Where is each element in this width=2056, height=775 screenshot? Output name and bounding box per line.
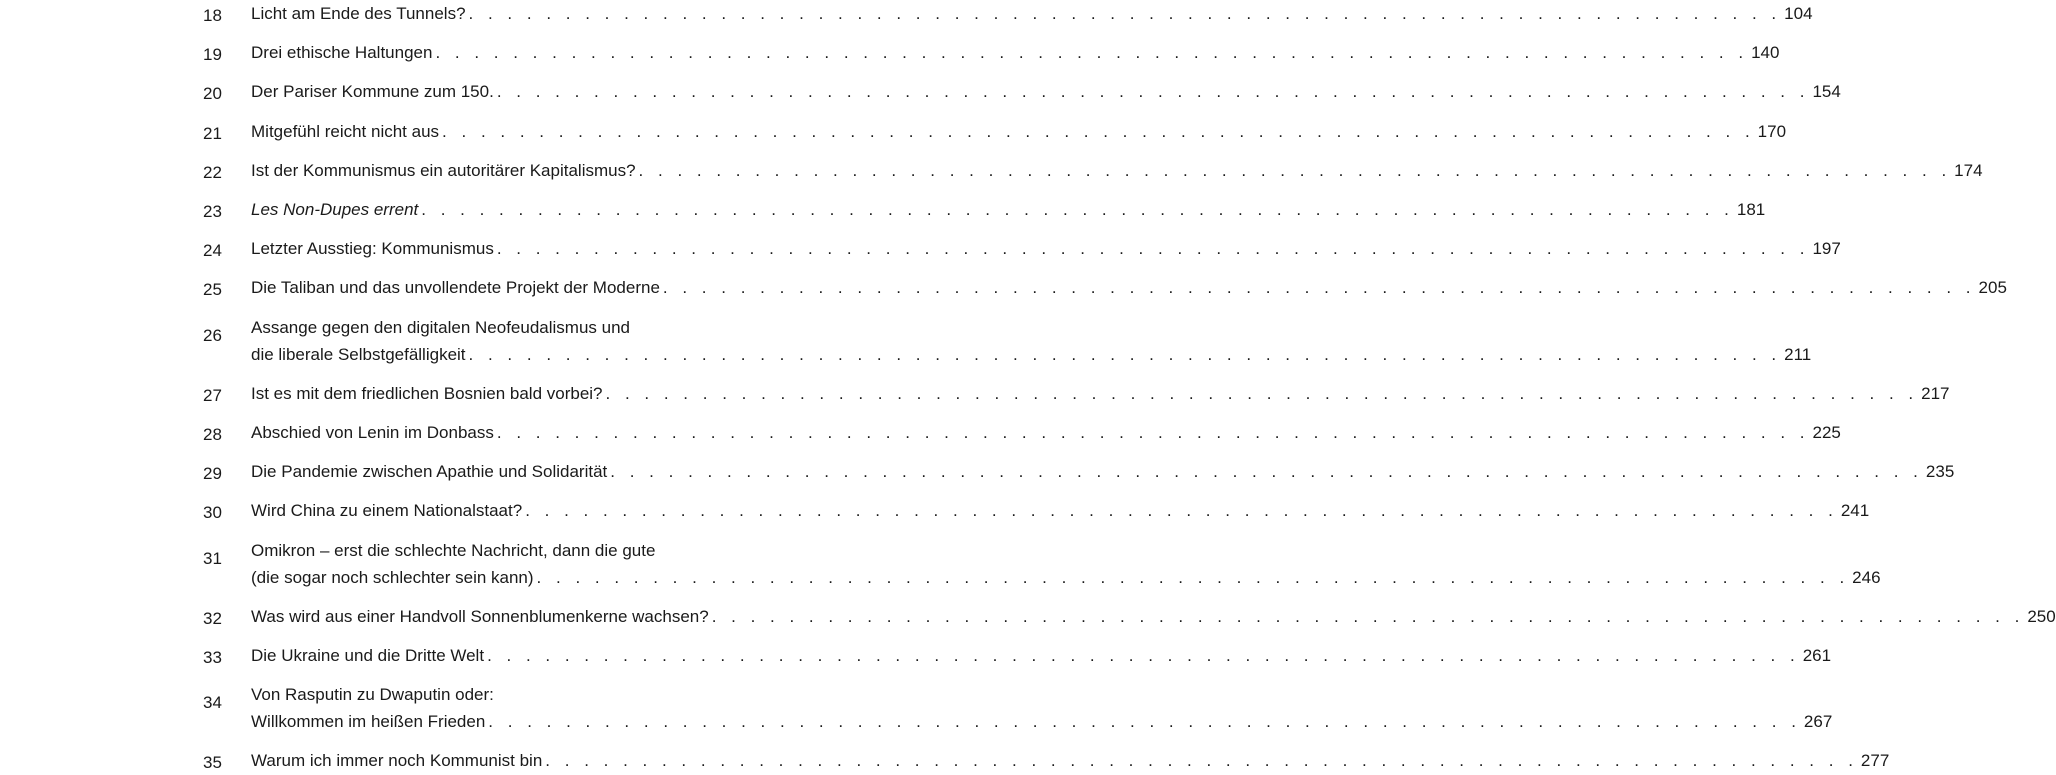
toc-entry-page: 205: [1978, 278, 2007, 298]
dot-leader: . . . . . . . . . . . . . . . . . . . . . . . . . . . . . . . . . . . . . . . . . . . . . . . . . . . . . . . . . . . . . . . . . . . .: [711, 606, 2025, 626]
toc-entry-line: [251, 383, 1950, 404]
toc-entry-page: 246: [1852, 567, 1881, 587]
toc-entry-line: [251, 423, 1841, 443]
toc-entry-line: [251, 501, 1870, 521]
toc-entry-title: Die Pandemie zwischen Apathie und Solidarität: [251, 462, 608, 482]
toc-entry-line: [251, 200, 1766, 220]
toc-entry-number: 32: [203, 608, 222, 628]
toc-entry-title: Abschied von Lenin im Donbass: [251, 423, 494, 442]
dot-leader: . . . . . . . . . . . . . . . . . . . . . . . . . . . . . . . . . . . . . . . . . . . . . . . . . . . . . . . . . . . . . . . . . . . .: [496, 239, 1810, 259]
toc-entry-page: 235: [1925, 462, 1955, 482]
toc-entry-title: Drei ethische Haltungen: [251, 43, 433, 63]
toc-entry-number: 18: [203, 6, 222, 25]
toc-entry-page: 241: [1840, 501, 1870, 521]
toc-entry-number: 25: [203, 280, 222, 300]
toc-entry-title: Omikron – erst die schlechte Nachricht, dann die gute: [251, 540, 656, 560]
toc-entry-line: [251, 344, 1812, 365]
toc-entry-page: 170: [1757, 121, 1787, 141]
toc-entry-title: Der Pariser Kommune zum 150.: [251, 82, 494, 102]
toc-entry-number: 35: [203, 753, 222, 773]
toc-entry-line: [251, 239, 1841, 259]
toc-entry-page: 154: [1812, 82, 1841, 102]
dot-leader: . . . . . . . . . . . . . . . . . . . . . . . . . . . . . . . . . . . . . . . . . . . . . . . . . . . . . . . . . . . . . . . . . . . .: [435, 43, 1749, 63]
toc-entry-title: (die sogar noch schlechter sein kann): [251, 567, 534, 587]
dot-leader: . . . . . . . . . . . . . . . . . . . . . . . . . . . . . . . . . . . . . . . . . . . . . . . . . . . . . . . . . . . . . . . . . . . .: [610, 462, 1923, 482]
toc-entry-title: Willkommen im heißen Frieden: [251, 712, 486, 732]
toc-entry-line: [251, 82, 1841, 102]
toc-entry-title: Die Taliban und das unvollendete Projekt der Moderne: [251, 278, 660, 298]
dot-leader: . . . . . . . . . . . . . . . . . . . . . . . . . . . . . . . . . . . . . . . . . . . . . . . . . . . . . . . . . . . . . . . . . . . .: [442, 121, 1755, 141]
dot-leader: . . . . . . . . . . . . . . . . . . . . . . . . . . . . . . . . . . . . . . . . . . . . . . . . . . . . . . . . . . . . . . . . . . . .: [496, 82, 1810, 102]
toc-entry-number: 24: [203, 241, 222, 261]
dot-leader: . . . . . . . . . . . . . . . . . . . . . . . . . . . . . . . . . . . . . . . . . . . . . . . . . . . . . . . . . . . . . . . . . . . .: [536, 567, 1850, 587]
dot-leader: . . . . . . . . . . . . . . . . . . . . . . . . . . . . . . . . . . . . . . . . . . . . . . . . . . . . . . . . . . . . . . . . . . . .: [487, 646, 1800, 665]
toc-entry-number: 34: [203, 693, 222, 713]
toc-entry-title: Les Non-Dupes errent: [251, 200, 419, 219]
toc-entry-page: 261: [1802, 646, 1832, 665]
toc-entry-page: 225: [1812, 423, 1841, 442]
dot-leader: . . . . . . . . . . . . . . . . . . . . . . . . . . . . . . . . . . . . . . . . . . . . . . . . . . . . . . . . . . . . . . . . . . . .: [545, 751, 1858, 771]
toc-entry-title: Ist es mit dem friedlichen Bosnien bald vorbei?: [251, 383, 603, 403]
toc-entry-page: 211: [1784, 344, 1812, 364]
dot-leader: . . . . . . . . . . . . . . . . . . . . . . . . . . . . . . . . . . . . . . . . . . . . . . . . . . . . . . . . . . . . . . . . . . . .: [496, 423, 1810, 442]
toc-entry-number: 33: [203, 648, 222, 667]
toc-entry-page: 197: [1812, 239, 1841, 259]
toc-entry-page: 140: [1751, 43, 1780, 63]
toc-entry-page: 217: [1921, 383, 1950, 403]
toc-entry-page: 250: [2027, 606, 2056, 626]
toc-entry-title: Von Rasputin zu Dwaputin oder:: [251, 685, 494, 705]
toc-entry-line: [251, 567, 1881, 588]
dot-leader: . . . . . . . . . . . . . . . . . . . . . . . . . . . . . . . . . . . . . . . . . . . . . . . . . . . . . . . . . . . . . . . . . . . .: [488, 712, 1801, 732]
toc-entry-number: 20: [203, 84, 222, 104]
dot-leader: . . . . . . . . . . . . . . . . . . . . . . . . . . . . . . . . . . . . . . . . . . . . . . . . . . . . . . . . . . . . . . . . . . . .: [662, 278, 1976, 298]
toc-entry-number: 22: [203, 162, 222, 182]
toc-entry-line: [251, 318, 763, 338]
toc-entry-line: [251, 685, 763, 705]
toc-entry-line: [251, 646, 1832, 666]
toc-entry-line: [251, 278, 2007, 298]
toc-entry-title: Mitgefühl reicht nicht aus: [251, 121, 440, 141]
toc-entry-line: [251, 462, 1955, 482]
toc-entry-line: [251, 541, 763, 561]
toc-entry-title: Die Ukraine und die Dritte Welt: [251, 646, 485, 665]
toc-entry-title: Warum ich immer noch Kommunist bin: [251, 751, 543, 771]
toc-entry-title: Letzter Ausstieg: Kommunismus: [251, 239, 494, 259]
dot-leader: . . . . . . . . . . . . . . . . . . . . . . . . . . . . . . . . . . . . . . . . . . . . . . . . . . . . . . . . . . . . . . . . . . . .: [468, 4, 1782, 23]
toc-entry-title: Ist der Kommunismus ein autoritärer Kapitalismus?: [251, 160, 636, 180]
dot-leader: . . . . . . . . . . . . . . . . . . . . . . . . . . . . . . . . . . . . . . . . . . . . . . . . . . . . . . . . . . . . . . . . . . . .: [468, 344, 1782, 364]
toc-entry-title: Wird China zu einem Nationalstaat?: [251, 501, 523, 521]
toc-entry-number: 27: [203, 385, 222, 405]
toc-entry-title: Licht am Ende des Tunnels?: [251, 4, 466, 23]
toc-entry-line: [251, 160, 1983, 181]
toc-entry-number: 29: [203, 464, 222, 484]
dot-leader: . . . . . . . . . . . . . . . . . . . . . . . . . . . . . . . . . . . . . . . . . . . . . . . . . . . . . . . . . . . . . . . . . . . .: [605, 383, 1919, 403]
toc-entry-number: 23: [203, 202, 222, 221]
toc-entry-title: die liberale Selbstgefälligkeit: [251, 344, 466, 364]
toc-entry-number: 21: [203, 123, 222, 143]
toc-entry-page: 104: [1784, 4, 1813, 23]
toc-entry-line: [251, 4, 1813, 24]
toc-entry-line: [251, 751, 1890, 771]
toc-entry-line: [251, 43, 1780, 63]
toc-entry-page: 277: [1860, 751, 1890, 771]
dot-leader: . . . . . . . . . . . . . . . . . . . . . . . . . . . . . . . . . . . . . . . . . . . . . . . . . . . . . . . . . . . . . . . . . . . .: [638, 160, 1952, 180]
toc-entry-page: 181: [1736, 200, 1766, 219]
toc-entry-title: Was wird aus einer Handvoll Sonnenblumenkerne wachsen?: [251, 606, 709, 626]
toc-entry-title: Assange gegen den digitalen Neofeudalismus und: [251, 317, 630, 337]
toc-entry-number: 30: [203, 503, 222, 523]
dot-leader: . . . . . . . . . . . . . . . . . . . . . . . . . . . . . . . . . . . . . . . . . . . . . . . . . . . . . . . . . . . . . . . . . . . .: [525, 501, 1838, 521]
toc-entry-number: 31: [203, 548, 222, 568]
toc-entry-number: 28: [203, 425, 222, 444]
toc-entry-number: 26: [203, 325, 222, 345]
toc-entry-line: [251, 121, 1787, 142]
toc-entry-page: 267: [1803, 712, 1833, 732]
toc-entry-page: 174: [1954, 160, 1983, 180]
dot-leader: . . . . . . . . . . . . . . . . . . . . . . . . . . . . . . . . . . . . . . . . . . . . . . . . . . . . . . . . . . . . . . . . . . . .: [421, 200, 1734, 219]
toc-entry-number: 19: [203, 45, 222, 65]
toc-entry-line: [251, 712, 1833, 732]
toc-entry-line: [251, 606, 2056, 627]
